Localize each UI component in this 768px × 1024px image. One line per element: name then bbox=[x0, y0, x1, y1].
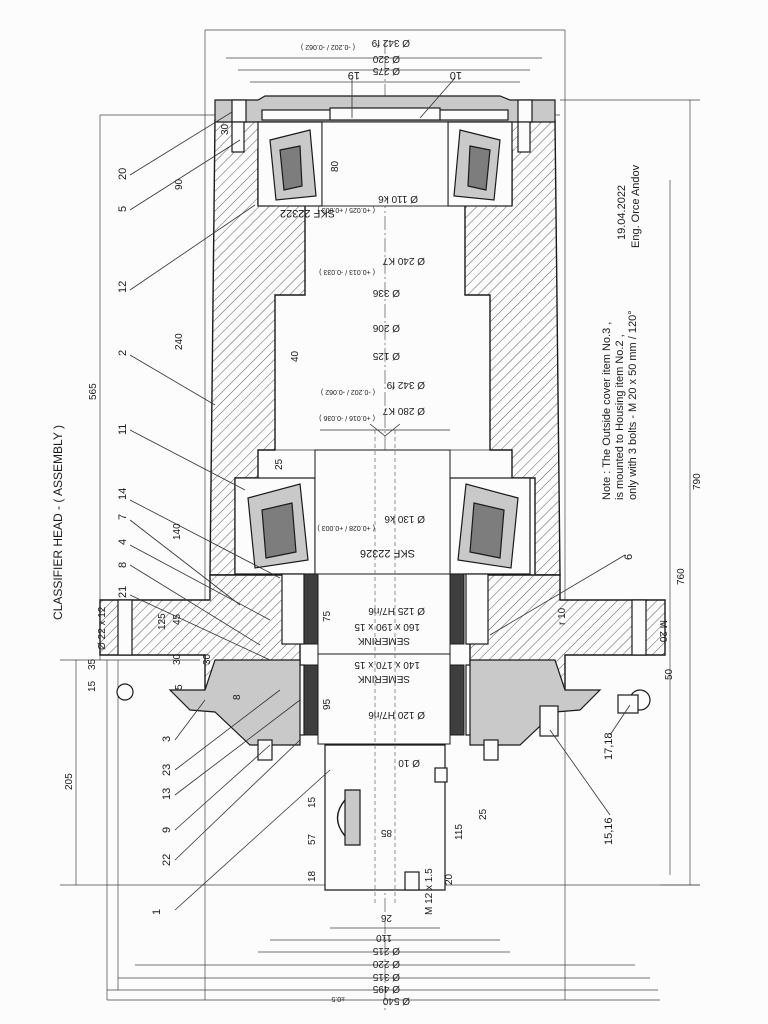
dim-d240K7-tol: ( +0.013 / -0.033 ) bbox=[319, 268, 375, 275]
dim-95: 95 bbox=[322, 698, 333, 710]
bearing-top-label: SKF 22322 bbox=[279, 207, 335, 219]
dim-d125: Ø 125 bbox=[372, 350, 400, 361]
dim-115: 115 bbox=[454, 824, 465, 840]
seal-upper-size: 160 x 190 x 15 bbox=[354, 621, 420, 632]
item-9: 9 bbox=[161, 826, 173, 833]
dim-d110k6-tol: ( +0.025 / +0.003 ) bbox=[317, 206, 375, 213]
drawing-title: CLASSIFIER HEAD - ( ASSEMBLY ) bbox=[51, 425, 65, 620]
dim-85: 85 bbox=[380, 827, 392, 838]
dim-25b: 25 bbox=[478, 808, 489, 820]
dim-d130k6-tol: ( +0.028 / +0.003 ) bbox=[317, 524, 375, 531]
dim-25a: 25 bbox=[274, 458, 285, 470]
dim-140: 140 bbox=[172, 523, 183, 540]
dim-d336: Ø 336 bbox=[372, 287, 400, 298]
dim-240: 240 bbox=[174, 333, 185, 350]
note-line-2: is mounted to Housing item No.2 , bbox=[614, 334, 626, 500]
dim-90: 90 bbox=[174, 178, 185, 190]
dim-d220: Ø 220 bbox=[372, 958, 400, 969]
dim-75: 75 bbox=[322, 610, 333, 622]
dim-30b: 30 bbox=[172, 653, 183, 665]
dim-110: 110 bbox=[376, 932, 392, 943]
dim-57: 57 bbox=[307, 833, 318, 845]
dim-50: 50 bbox=[664, 668, 675, 680]
dim-5: 5 bbox=[174, 684, 185, 690]
dim-d280K7-tol: ( +0.016 / -0.036 ) bbox=[319, 414, 375, 421]
dim-d540-tol: ±0.5 bbox=[331, 995, 345, 1002]
item-12: 12 bbox=[117, 280, 129, 293]
seal-lower-size: 140 x 170 x 15 bbox=[354, 659, 420, 670]
dim-thread-m12: M 12 x 1.5 bbox=[424, 868, 435, 915]
dim-80: 80 bbox=[330, 160, 341, 172]
item-3: 3 bbox=[161, 735, 173, 742]
dim-d206: Ø 206 bbox=[372, 322, 400, 333]
dim-760: 760 bbox=[676, 568, 687, 585]
dim-30a: 30 bbox=[220, 123, 231, 135]
dim-d110k6: Ø 110 k6 bbox=[378, 193, 418, 204]
item-19: 19 bbox=[347, 69, 360, 81]
bearing-bottom-label: SKF 22326 bbox=[359, 547, 415, 559]
dim-15b: 15 bbox=[307, 796, 318, 808]
dim-bolt-m20: M 20 bbox=[657, 620, 668, 643]
item-20: 20 bbox=[117, 167, 129, 180]
dim-d120H7n6: Ø 120 H7/n6 bbox=[368, 709, 425, 720]
dim-d10: Ø 10 bbox=[398, 757, 420, 768]
item-23: 23 bbox=[161, 763, 173, 776]
dim-d320: Ø 320 bbox=[372, 53, 400, 64]
dim-45: 45 bbox=[172, 613, 183, 625]
dim-d342f9: Ø 342 f9 bbox=[386, 379, 425, 390]
item-2: 2 bbox=[117, 349, 129, 356]
dim-15: 15 bbox=[87, 680, 98, 692]
dim-d540: Ø 540 bbox=[382, 995, 410, 1006]
item-11: 11 bbox=[117, 423, 129, 435]
dim-565: 565 bbox=[88, 383, 99, 400]
item-4: 4 bbox=[117, 538, 129, 545]
dim-d125H7n6: Ø 125 H7/n6 bbox=[368, 605, 425, 616]
dim-18: 18 bbox=[307, 870, 318, 882]
item-10: 10 bbox=[449, 69, 462, 81]
item-5: 5 bbox=[117, 205, 129, 212]
note-line-3: only with 3 bolts - M 20 x 50 mm / 120° bbox=[627, 310, 639, 500]
seal-lower-name: SEMERINK bbox=[357, 673, 410, 684]
item-7: 7 bbox=[117, 513, 129, 520]
item-8: 8 bbox=[117, 561, 129, 568]
dim-8: 8 bbox=[232, 694, 243, 700]
item-1: 1 bbox=[151, 908, 163, 915]
item-14: 14 bbox=[117, 487, 129, 500]
note-line-1: Note : The Outside cover item No.3 , bbox=[601, 321, 613, 500]
item-17-18: 17,18 bbox=[603, 732, 615, 760]
item-6: 6 bbox=[623, 553, 635, 560]
dim-d130k6: Ø 130 k6 bbox=[384, 513, 425, 524]
dim-d280K7: Ø 280 K7 bbox=[382, 405, 425, 416]
item-13: 13 bbox=[161, 787, 173, 800]
dim-d342-top: Ø 342 f9 bbox=[371, 37, 410, 48]
item-21: 21 bbox=[117, 585, 129, 598]
dim-d315: Ø 315 bbox=[372, 971, 400, 982]
dim-35: 35 bbox=[87, 658, 98, 670]
item-22: 22 bbox=[161, 853, 173, 866]
dim-20: 20 bbox=[444, 873, 455, 885]
dim-40: 40 bbox=[290, 350, 301, 362]
dim-d495: Ø 495 bbox=[372, 983, 400, 994]
drawing-author: Eng. Orce Andov bbox=[630, 164, 642, 248]
dim-bolt-hole: Ø 22 x 12 bbox=[97, 606, 108, 650]
dim-790: 790 bbox=[692, 473, 703, 490]
dim-d275: Ø 275 bbox=[372, 65, 400, 76]
seal-upper-name: SEMERINK bbox=[357, 635, 410, 646]
dim-d342f9-tol: ( -0.202 / -0.062 ) bbox=[320, 388, 375, 395]
dim-radius: r 10 bbox=[557, 607, 568, 625]
dim-125: 125 bbox=[157, 613, 168, 630]
dim-26: 26 bbox=[380, 912, 392, 923]
dim-d215: Ø 215 bbox=[372, 945, 400, 956]
item-15-16: 15,16 bbox=[603, 817, 615, 845]
dim-d240K7: Ø 240 K7 bbox=[382, 255, 425, 266]
dim-d342-top-tol: ( -0.202 / -0.062 ) bbox=[300, 43, 355, 50]
dim-205: 205 bbox=[64, 773, 75, 790]
dim-30c: 30 bbox=[202, 653, 213, 665]
drawing-date: 19.04.2022 bbox=[616, 184, 628, 240]
